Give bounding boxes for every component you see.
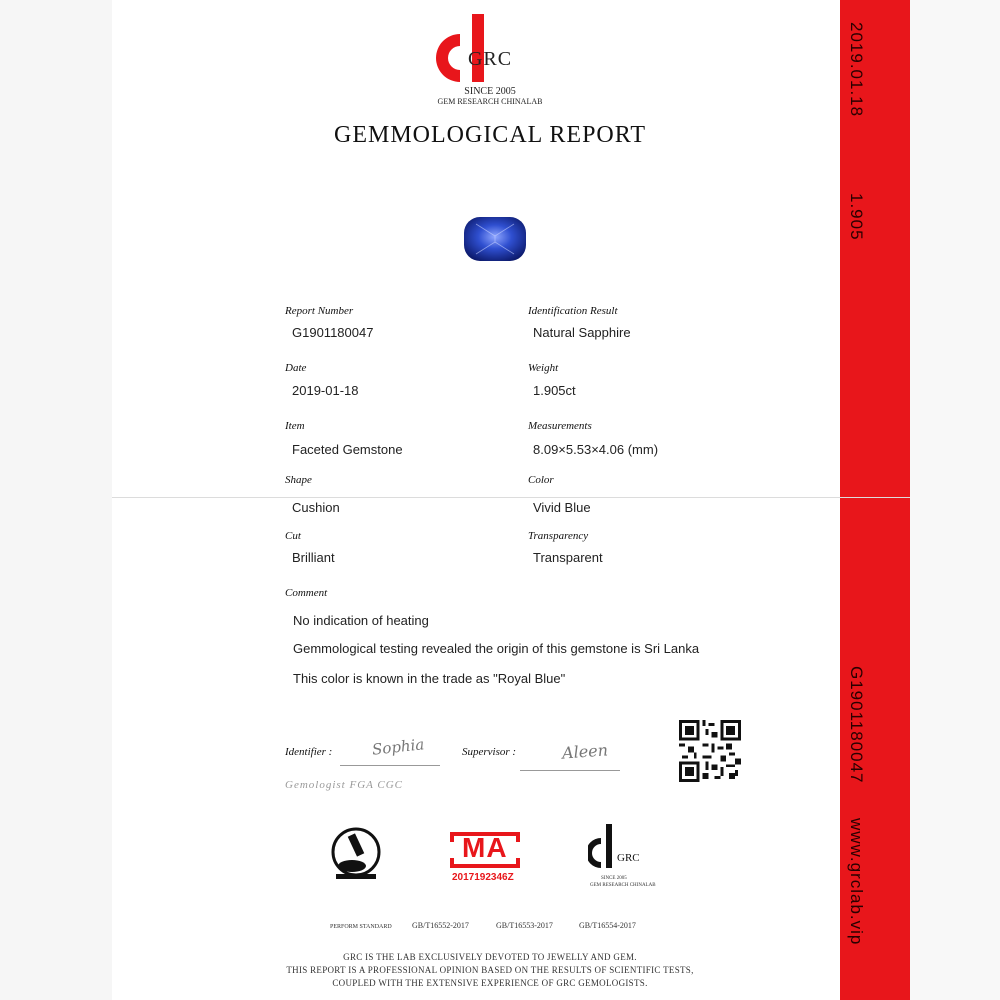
footer-line: THIS REPORT IS A PROFESSIONAL OPINION BASED ON THE RESULTS OF SCIENTIFIC TESTS, [286, 965, 694, 975]
side-band-website: www.grclab.vip [847, 818, 866, 946]
scan-left-margin [0, 0, 112, 1000]
standard-item: GB/T16552-2017 [412, 921, 469, 930]
identifier-label: Identifier : [285, 746, 333, 758]
microscope-emblem-icon [330, 826, 382, 882]
cut-value: Brilliant [292, 550, 335, 565]
color-value: Vivid Blue [533, 500, 591, 515]
color-label: Color [528, 474, 554, 486]
gemologist-credentials: Gemologist FGA CGC [285, 779, 404, 791]
weight-label: Weight [528, 362, 559, 374]
grc-mini-text: GRC [617, 852, 640, 864]
scan-right-margin [910, 0, 1000, 1000]
side-band-weight: 1.905 [847, 193, 866, 241]
identification-result-label: Identification Result [528, 305, 618, 317]
identifier-signature: Sophia [371, 735, 426, 759]
comment-line: No indication of heating [293, 613, 429, 628]
identification-result-value: Natural Sapphire [533, 325, 631, 340]
sapphire-image [462, 214, 528, 269]
weight-value: 1.905ct [533, 383, 576, 398]
standard-item: GB/T16553-2017 [496, 921, 553, 930]
report-number-label: Report Number [285, 305, 354, 317]
transparency-value: Transparent [533, 550, 603, 565]
cma-text: MA [462, 832, 508, 863]
report-title: GEMMOLOGICAL REPORT [333, 122, 646, 148]
perform-standard-label: PERFORM STANDARD [330, 924, 392, 930]
qr-code [679, 720, 741, 782]
comment-label: Comment [285, 587, 328, 599]
comment-line: Gemmological testing revealed the origin of this gemstone is Sri Lanka [293, 641, 700, 656]
shape-label: Shape [285, 474, 312, 486]
identifier-signature-line [340, 765, 440, 766]
measurements-value: 8.09×5.53×4.06 (mm) [533, 442, 659, 457]
date-label: Date [285, 362, 307, 374]
report-number-value: G1901180047 [292, 325, 374, 340]
standard-item: GB/T16554-2017 [579, 921, 636, 930]
comment-line: This color is known in the trade as "Royal Blue" [293, 671, 566, 686]
grc-mini-lab: GEM RESEARCH CHINALAB [590, 883, 656, 888]
lab-name: GEM RESEARCH CHINALAB [437, 97, 543, 106]
grc-mini-since: SINCE 2005 [601, 876, 627, 881]
footer-line: COUPLED WITH THE EXTENSIVE EXPERIENCE OF GRC GEMOLOGISTS. [332, 978, 648, 988]
paper-fold-line [112, 497, 910, 498]
supervisor-label: Supervisor : [462, 746, 517, 758]
shape-value: Cushion [292, 500, 340, 515]
side-band-report-number: G1901180047 [847, 666, 866, 784]
side-band-date: 2019.01.18 [847, 22, 866, 118]
item-value: Faceted Gemstone [292, 442, 403, 457]
supervisor-signature-line [520, 770, 620, 771]
date-value: 2019-01-18 [292, 383, 359, 398]
measurements-label: Measurements [528, 420, 592, 432]
supervisor-signature: Aleen [561, 740, 609, 763]
logo-text: GRC [467, 48, 513, 70]
cut-label: Cut [285, 530, 301, 542]
since-text: SINCE 2005 [464, 86, 516, 97]
grc-mini-logo [588, 822, 628, 872]
item-label: Item [285, 420, 305, 432]
transparency-label: Transparency [528, 530, 589, 542]
cma-number: 2017192346Z [452, 872, 514, 883]
footer-line: GRC IS THE LAB EXCLUSIVELY DEVOTED TO JEWELLY AND GEM. [343, 952, 637, 962]
